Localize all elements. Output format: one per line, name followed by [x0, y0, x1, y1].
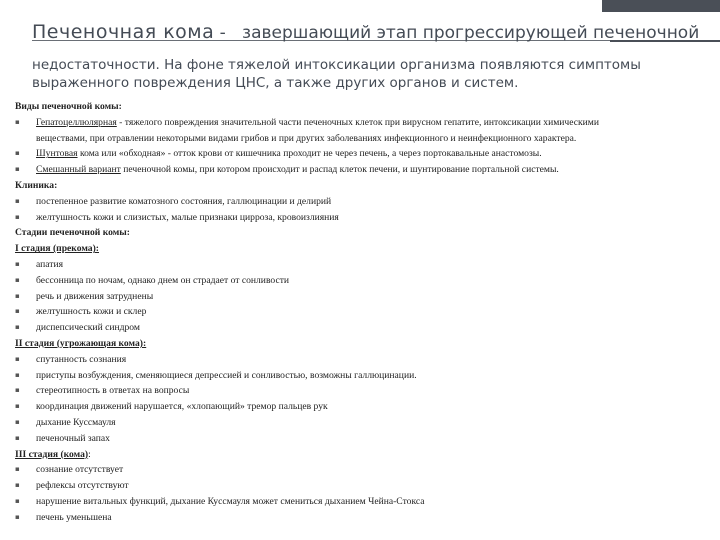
list-item-text: речь и движения затруднены: [36, 290, 154, 302]
list-item-text: нарушение витальных функций, дыхание Куссмауля может смениться дыханием Чейна-Стокса: [36, 495, 425, 507]
bullet-icon: ▪: [15, 291, 20, 300]
list-item: [15, 510, 715, 526]
list-item: [15, 210, 715, 226]
list-item-text: стереотипность в ответах на вопросы: [36, 385, 190, 397]
list-item-text: желтушность кожи и склер: [36, 306, 147, 318]
bullet-icon: ▪: [15, 386, 20, 395]
stage2-heading: II стадия (угрожающая кома):: [15, 337, 147, 349]
list-item: [15, 431, 715, 447]
type-term: Гепатоцеллюлярная: [36, 116, 117, 128]
type-term: Шунтовая: [36, 148, 78, 160]
list-item-text: печень уменьшена: [36, 511, 112, 523]
list-item: [15, 289, 715, 305]
top-band: [0, 0, 720, 12]
bullet-icon: ▪: [15, 417, 20, 426]
list-item-text: приступы возбуждения, сменяющиеся депрессией и сонливостью, возможны галлюцинации.: [36, 369, 417, 381]
bullet-icon: ▪: [15, 433, 20, 442]
list-item-text: печеночный запах: [36, 432, 110, 444]
list-item-text: постепенное развитие коматозного состояния, галлюцинации и делирий: [36, 195, 332, 207]
bullet-icon: ▪: [15, 496, 20, 505]
list-item-text: сознание отсутствует: [36, 464, 124, 476]
title-dash: -: [214, 23, 232, 43]
bullet-icon: ▪: [15, 212, 20, 221]
list-item: [15, 162, 715, 178]
bullet-icon: ▪: [15, 165, 20, 174]
type-text: кома или «обходная» - отток крови от кишечника проходит не через печень, а через портокавальные анастомозы.: [77, 148, 542, 160]
type-text: печеночной комы, при котором происходит и распад клеток печени, и шунтирование портальной системы.: [120, 164, 559, 176]
list-item: [15, 194, 715, 210]
list-item-continuation: веществами, при отравлении некоторыми видами грибов и при других заболеваниях инфекционного и неинфекционного характера.: [36, 132, 577, 144]
bullet-icon: ▪: [15, 512, 20, 521]
slide-title: [32, 22, 702, 92]
stages-heading: Стадии печеночной комы:: [15, 227, 130, 239]
list-item-text: апатия: [36, 258, 64, 270]
title-line-3: выраженного повреждения ЦНС, а также других органов и систем.: [32, 75, 519, 91]
list-item: [15, 273, 715, 289]
bullet-icon: ▪: [15, 465, 20, 474]
list-item: [15, 478, 715, 494]
list-item-text: дыхание Куссмауля: [36, 416, 116, 428]
title-rest: завершающий этап прогрессирующей печеночной: [242, 23, 700, 43]
types-heading: Виды печеночной комы:: [15, 101, 122, 112]
stage3-colon: :: [88, 448, 91, 460]
list-item: [15, 368, 715, 384]
bullet-icon: ▪: [15, 323, 20, 332]
list-item: [15, 304, 715, 320]
clinic-heading: Клиника:: [15, 179, 58, 191]
list-item: [15, 115, 715, 131]
bullet-icon: ▪: [15, 196, 20, 205]
list-item-text: спутанность сознания: [36, 353, 127, 365]
list-item-text: координация движений нарушается, «хлопающий» тремор пальцев рук: [36, 401, 328, 413]
bullet-icon: ▪: [15, 354, 20, 363]
bullet-icon: ▪: [15, 370, 20, 379]
list-item: [15, 415, 715, 431]
bullet-icon: ▪: [15, 275, 20, 284]
bullet-icon: ▪: [15, 481, 20, 490]
corner-tab: [600, 0, 720, 12]
type-term: Смешанный вариант: [36, 164, 121, 176]
list-item: [15, 320, 715, 336]
title-line-2: недостаточности. На фоне тяжелой интоксикации организма появляются симптомы: [32, 57, 641, 73]
list-item-text: желтушность кожи и слизистых, малые признаки цирроза, кровоизлияния: [36, 211, 339, 223]
list-item: [15, 257, 715, 273]
bullet-icon: ▪: [15, 259, 20, 268]
bullet-icon: ▪: [15, 402, 20, 411]
bullet-icon: ▪: [15, 149, 20, 158]
bullet-icon: ▪: [15, 117, 20, 126]
stage3-heading-line: [15, 447, 715, 463]
list-item: [15, 352, 715, 368]
list-item: [15, 494, 715, 510]
list-item-text: диспепсический синдром: [36, 322, 140, 334]
stage1-heading: I стадия (прекома):: [15, 243, 99, 255]
bullet-icon: ▪: [15, 307, 20, 316]
title-main: Печеночная кома: [32, 21, 215, 43]
list-item-text: рефлексы отсутствуют: [36, 480, 129, 492]
stage3-heading: III стадия (кома): [15, 448, 89, 460]
list-item: [15, 462, 715, 478]
list-item: [15, 146, 715, 162]
type-text: - тяжелого повреждения значительной части печеночных клеток при вирусном гепатите, интоксикации химическими: [116, 116, 599, 128]
list-item: [15, 399, 715, 415]
list-item: [15, 383, 715, 399]
title-line-1: [32, 22, 702, 44]
slide-content: [15, 99, 715, 526]
list-item-text: бессонница по ночам, однако днем он страдает от сонливости: [36, 274, 290, 286]
